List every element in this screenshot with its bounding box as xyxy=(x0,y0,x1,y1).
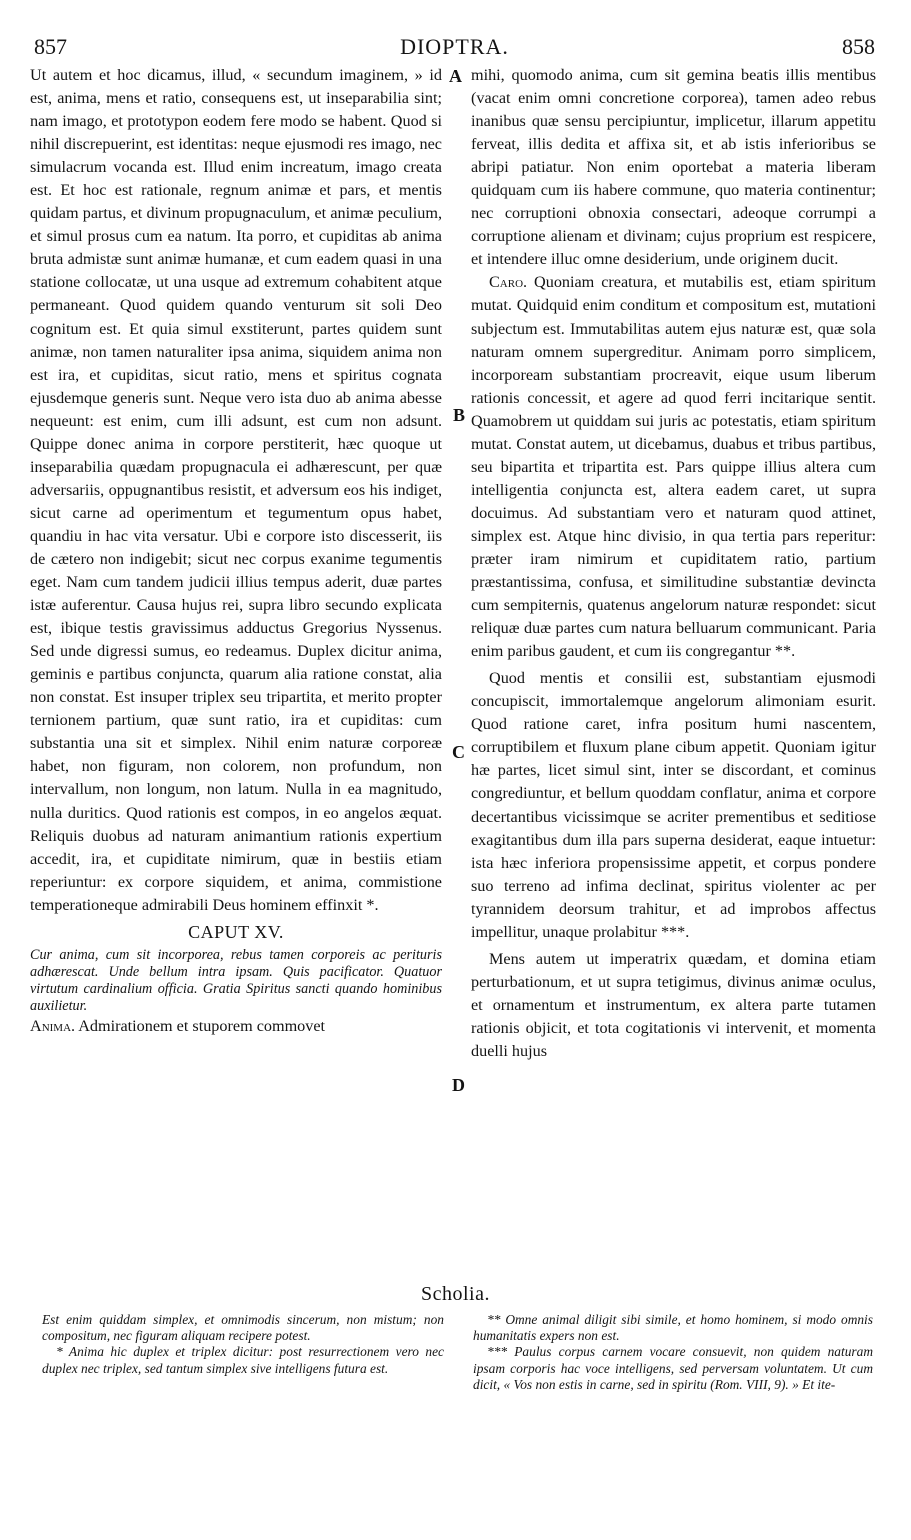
left-column-text: Ut autem et hoc dicamus, illud, « secundum imaginem, » id est, anima, mens et ratio, consequens est, ut inseparabilia sint; nam imago, et prototypon eodem fere modo se habent. Quod si nihil discrepuerint, est identitas: neque ejusmodi res imago, nec simulacrum vocanda est. Illud enim increatum, imago creata est. Et hoc est rationale, regnum animæ et pars, et mentis quidam partus, et divinum propugnaculum, et animæ peculium, et simul prosus cum ea natum. Ita porro, et cupiditas ab anima bruta admistæ sunt animæ humanæ, et cum eadem quasi in una statione collocatæ, ut una usque ad extremum cohabitent atque permaneant. Quod quidem quando venturum sit soli Deo cognitum est. Et quia simul exstiterunt, partes quidem sunt animæ, non tamen naturaliter ipsa anima, siquidem anima non est ira, et cupiditas, sicut ratio, mens et spiritus cognata ejusdemque generis sunt. Neque vero ista duo ab anima abesse nequeunt: est enim, cum illi adsunt, est cum non adsunt. Quippe donec anima in corpore perstiterit, hæc quoque ut inseparabilia quædam propugnacula ei adhærescunt, per quæ adversariis, oppugnantibus resistit, et adversum eos his indiget, sicut carne ad operimentum et tegumentum opus habet, quandiu in hac vita versatur. Ubi e corpore isto discesserit, iis de cætero non indigebit; sicut nec corpus exanime tegumentis eget. Nam cum tandem judicii illius tempus aderit, duæ partes istæ auferentur. Causa hujus rei, supra libro secundo explicata est, ibique testis gravissimus adductus Gregorius Nyssenus. Sed unde digressi sumus, eo redeamus. Duplex dicitur anima, geminis e partibus conjuncta, quarum alia ratione constat, alia non constat. Est insuper triplex seu tripartita, et merito propter ternionem partium, quæ sunt ratio, ira et cupiditas: cum substantia una sit et simplex. Nihil enim naturæ corporeæ habet, non figuram, non colorem, non profundum, non intervallum, non longum, non latum. Nulla in ea magnitudo, nulla duritics. Quod rationis est compos, in eo angelos æquat. Reliquis duobus ad naturam animantium rationis expertium accedit, ira, et cupiditate nimirum, quæ in bestiis etiam reperiuntur: ex corpore siquidem, et anima, commistione temperationeque admirabili Deus hominem effinxit *. xyxy=(30,66,442,914)
speaker-caro: Caro. xyxy=(489,273,528,292)
margin-letter-b: B xyxy=(453,405,466,425)
right-column xyxy=(471,64,876,1063)
margin-letter-d: D xyxy=(452,1075,465,1095)
right-column-para-1: mihi, quomodo anima, cum sit gemina beatis illis mentibus (vacat enim omni concretione corporea), tamen adeo rebus inanibus quæ sensu percipiuntur, implicetur, illarum appetitu ferveat, illis dedita et affixa sit, et ab istis inferioribus se abripi patiatur. Non enim oportebat a materia liberam quidquam cum iis habere commune, quo materia continentur; nec corruptioni obnoxia consectari, adeoque corrumpi a corruptione alienam et divinam; cujus proprium est respicere, et intendere illuc omne desiderium, unde originem ducit. xyxy=(471,66,876,269)
running-title: DIOPTRA. xyxy=(400,34,509,59)
page-number-left: 857 xyxy=(34,34,67,59)
scholia-note: ** Omne animal diligit sibi simile, et homo hominem, si modo omnis humanitatis expers non est. xyxy=(473,1312,873,1344)
dialogue-opening-text: Admirationem et stuporem commovet xyxy=(78,1016,326,1035)
scholia-note: Est enim quiddam simplex, et omnimodis sincerum, non mistum; non compositum, nec figuram aliquam recipere potest. xyxy=(42,1312,444,1344)
margin-letter-a: A xyxy=(449,66,462,86)
scholia-left-column xyxy=(42,1312,444,1377)
scholia-note: *** Paulus corpus carnem vocare consuevit, non quidem naturam ipsam corporis hac voce intelligens, sed perversam voluntatem. Ut cum dicit, « Vos non estis in carne, sed in spiritu (Rom. VIII, 9). » Et ite- xyxy=(473,1344,873,1392)
scholia-title: Scholia. xyxy=(421,1283,490,1305)
scholia-note: * Anima hic duplex et triplex dicitur: post resurrectionem vero nec duplex nec triplex, sed tantum simplex sive intelligens futura est. xyxy=(42,1344,444,1376)
dialogue-opening xyxy=(30,1015,442,1038)
scholia-right-column xyxy=(473,1312,873,1393)
chapter-summary: Cur anima, cum sit incorporea, rebus tamen corporeis ac perituris adhærescat. Unde bellum intra ipsam. Quis pacificator. Quatuor virtutum cardinalium officia. Gratia Spiritus sancti quando hominibus auxilietur. xyxy=(30,946,442,1014)
right-column-para-2-text: Quoniam creatura, et mutabilis est, etiam spiritum mutat. Quidquid enim conditum et compositum est, mutationi subjectum est. Immutabilitas autem ejus naturæ est, quæ sola naturam omnem supergreditur. Animam porro simplicem, incorpoream substantiam procreavit, eique usum liberum rationis concessit, et agere ad quod ferri incitarique sentit. Quamobrem ut quiddam sui juris ac potestatis, etiam spiritum mutat. Constat autem, ut dicebamus, duabus et tribus partibus, seu bipartita et tripartita est. Pars quippe illius altera cum intelligentia conjuncta est, altera eadem caret, ut supra docuimus. Ad substantiam vero et naturam quod attinet, simplex est. Atque hinc divisio, in qua tertia pars reperitur: præter iram nimirum et cupiditatem ratio, partium præstantissima, confusa, et similitudine substantiæ devincta cum sempiternis, quatenus angelorum naturæ respondet: sicut reliquæ duæ partes cum natura belluarum communicant. Paria enim paribus gaudent, et cum iis congregantur **. xyxy=(471,273,876,661)
page-number-right: 858 xyxy=(842,34,875,59)
chapter-title: CAPUT XV. xyxy=(188,921,284,942)
running-header xyxy=(28,34,881,60)
right-column-para-4: Mens autem ut imperatrix quædam, et domina etiam perturbationum, et ut supra tetigimus, divinus animæ oculus, et ornamentum et instrumentum, ex altera parte tutamen rationis objicit, et tota cogitationis vi intervenit, et momenta duelli hujus xyxy=(471,949,876,1060)
margin-letter-c: C xyxy=(452,742,465,762)
speaker-anima: Anima. xyxy=(30,1016,76,1035)
left-column xyxy=(30,64,442,1038)
right-column-para-2 xyxy=(471,271,876,663)
right-column-para-3: Quod mentis et consilii est, substantiam ejusmodi concupiscit, immortalemque angelorum alimoniam esurit. Quod ratione caret, infra positum humi nascentem, corruptibilem et fluxum plane cibum appetit. Quoniam igitur hæ partes, licet simul sint, inter se discordant, et cominus congrediuntur, et bellum quoddam conflatur, anima et corpore decertantibus vicissimque se acriter prementibus et seditiose exagitantibus dum illa pars superna desiderat, eaque intuetur: ista hæc inferiora propensissime appetit, et corpus pondere suo terreno ad infima declinat, spiritus violenter ac per tyrannidem deorsum trahitur, et ad improbos affectus impellitur, unaque prolabitur ***. xyxy=(471,669,876,941)
